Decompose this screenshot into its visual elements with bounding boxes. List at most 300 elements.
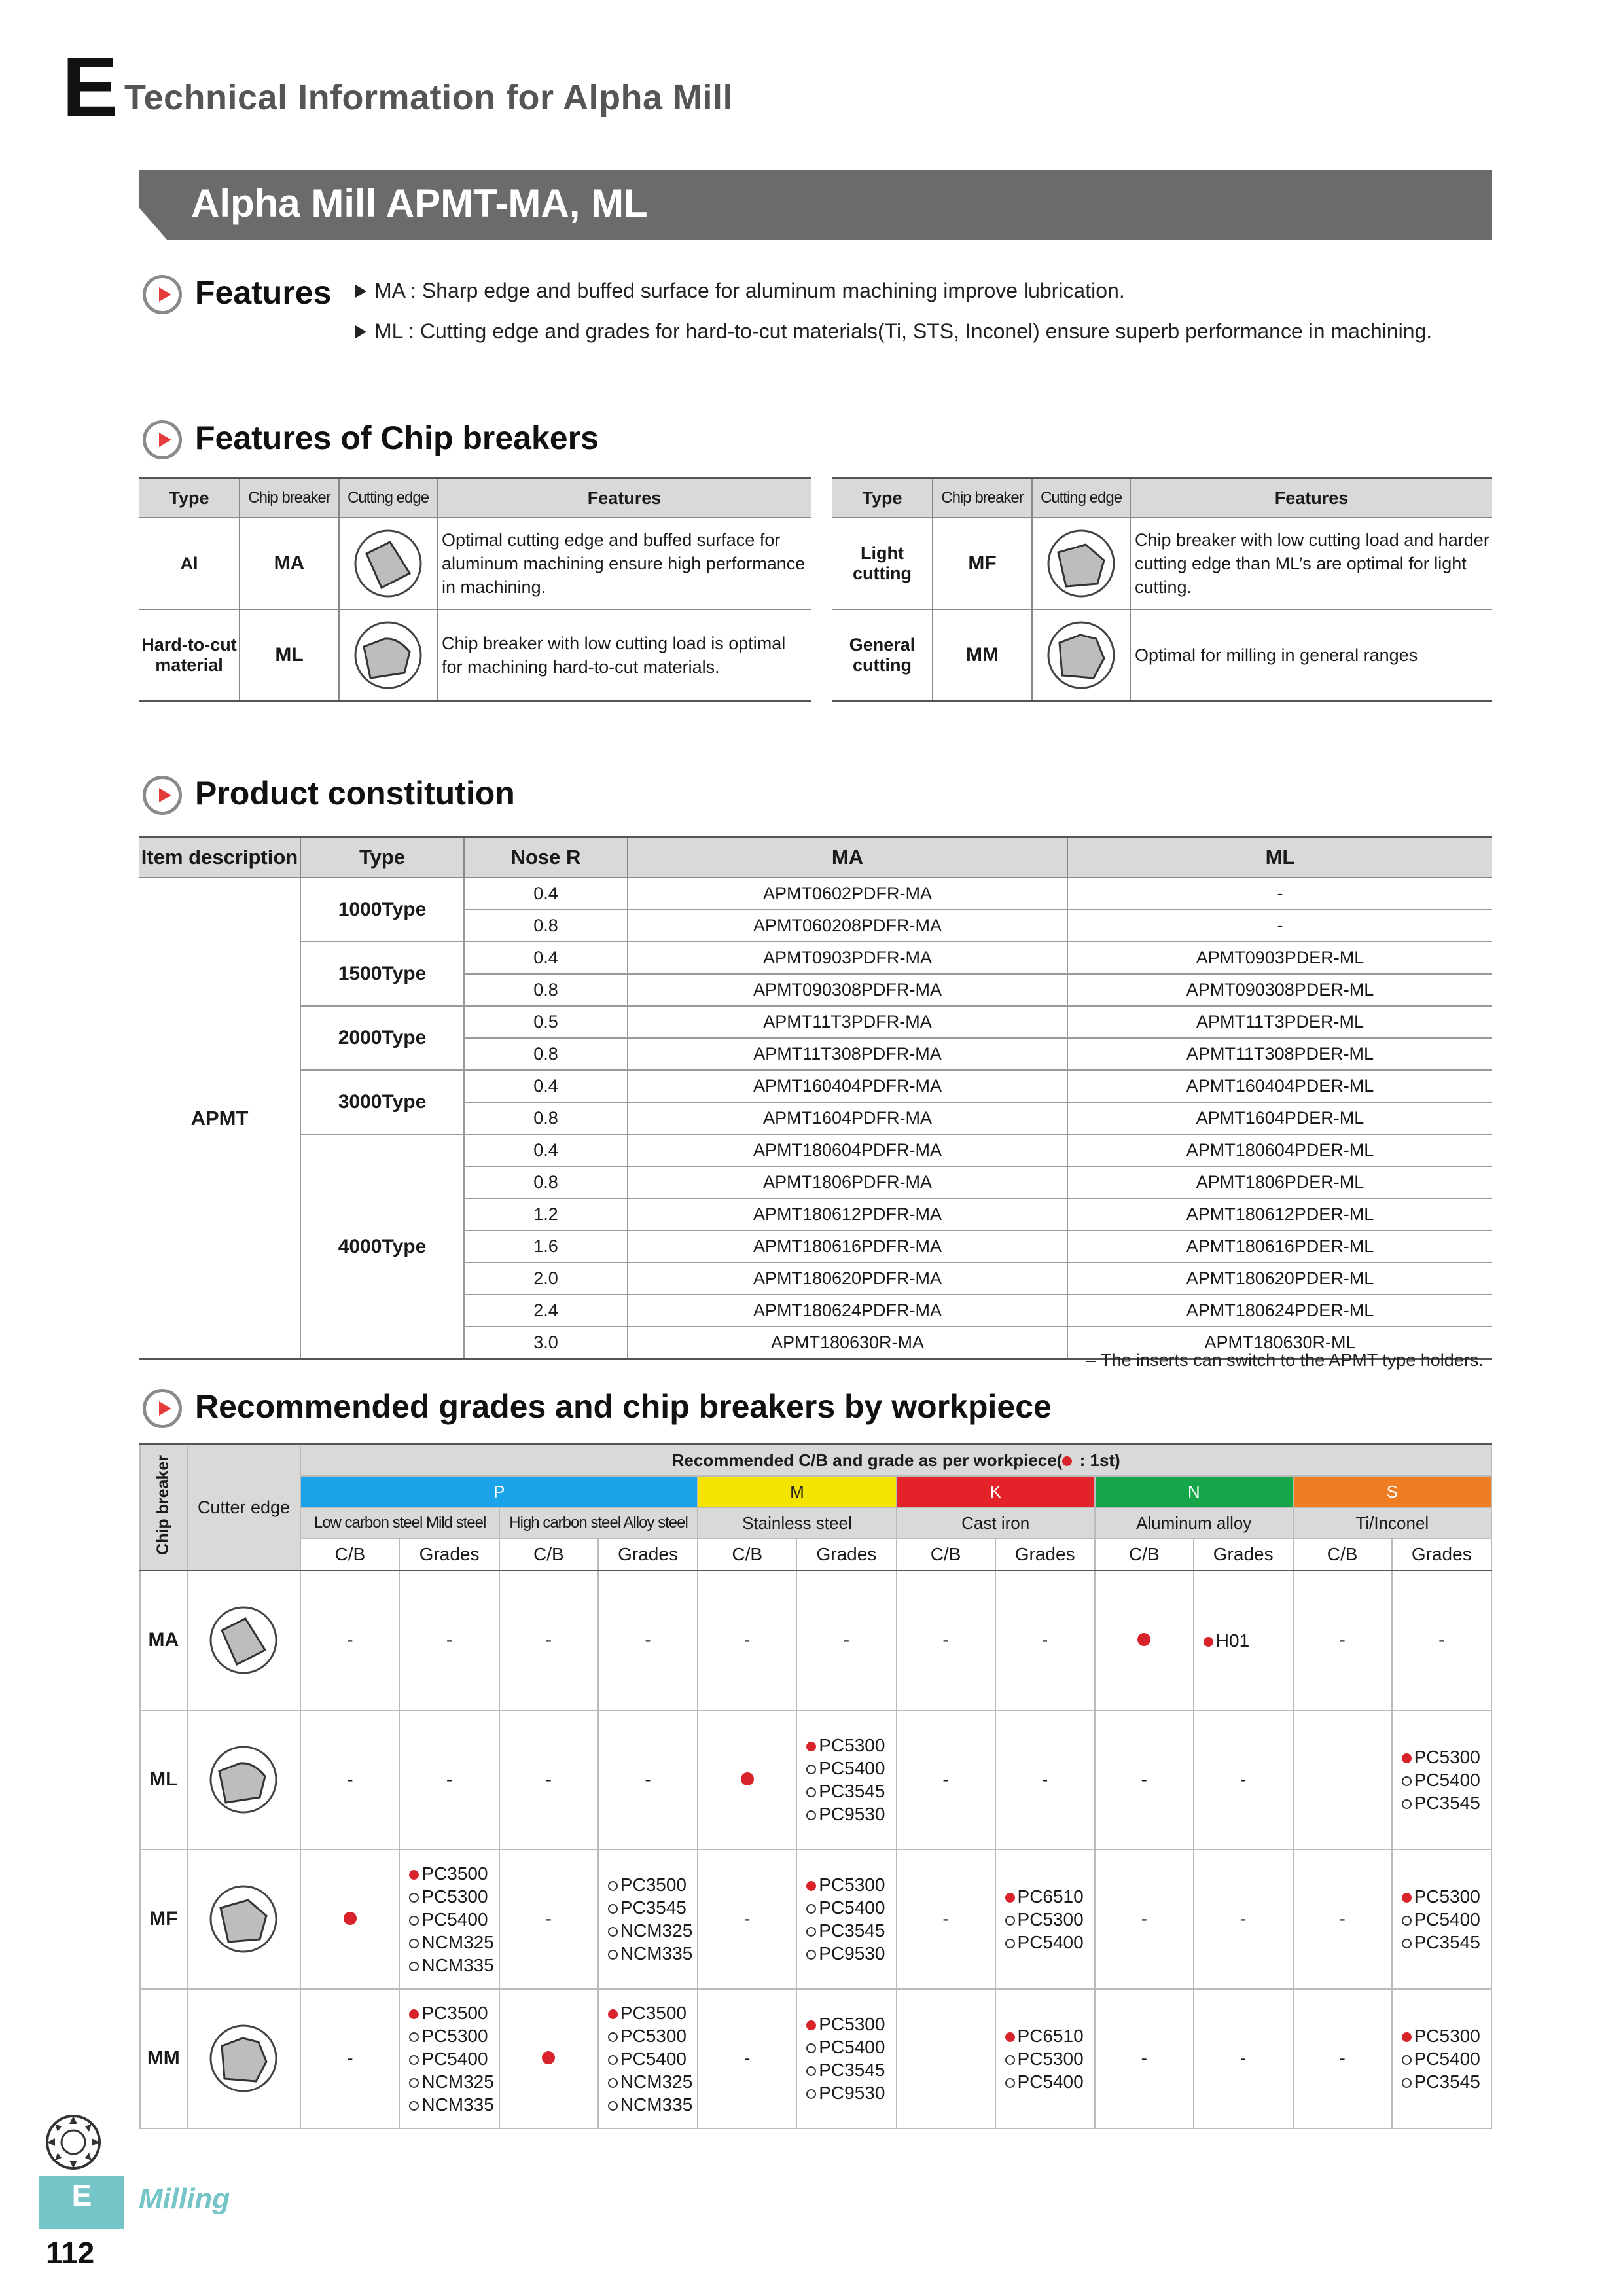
grade-name: PC5300: [819, 2014, 885, 2034]
alternative-circle-icon: [1402, 2055, 1412, 2065]
grade-item: [1005, 2070, 1094, 2093]
grade-name: PC3545: [819, 1781, 885, 1801]
grade-item: [608, 2093, 697, 2116]
ma-code: APMT090308PDFR-MA: [628, 974, 1067, 1006]
page-number: 112: [46, 2236, 95, 2270]
recommendation-cell: [598, 1989, 698, 2128]
cutter-edge-image: [187, 1571, 301, 1710]
recommendation-cell: -: [1194, 1850, 1293, 1989]
recommendation-cell: [1392, 1710, 1491, 1850]
grade-name: PC5300: [421, 1886, 488, 1907]
grade-name: PC5400: [1017, 2071, 1084, 2092]
table-row: [140, 1571, 1491, 1710]
iso-group-n: N: [1095, 1476, 1293, 1507]
cutter-edge-image: [187, 1989, 301, 2128]
material-label: [499, 1507, 698, 1539]
material-label: [300, 1507, 499, 1539]
banner-title: Alpha Mill APMT-MA, ML: [191, 181, 648, 225]
recommendation-cell: [300, 1850, 399, 1989]
grade-name: PC3545: [1414, 1792, 1480, 1813]
material-name: Ti/Inconel: [1355, 1513, 1429, 1533]
recommendation-cell: -: [1095, 1850, 1194, 1989]
col-header: Type: [300, 837, 464, 878]
recommendation-cell: [1293, 1710, 1392, 1850]
feature-cell: Optimal cutting edge and buffed surface for aluminum machining ensure high performance in machining.: [437, 518, 811, 609]
recommendation-cell: -: [499, 1571, 598, 1710]
alternative-circle-icon: [608, 2032, 618, 2042]
features-line: MA : Sharp edge and buffed surface for aluminum machining improve lubrication.: [355, 279, 1125, 303]
cb-grades-label-row: [140, 1539, 1491, 1571]
arrow-bullet-icon: [355, 325, 366, 338]
alternative-circle-icon: [1005, 1916, 1015, 1926]
recommendation-cell: [399, 1850, 499, 1989]
col-header: Item description: [139, 837, 300, 878]
grades-label: Grades: [796, 1539, 896, 1571]
ma-code: APMT0602PDFR-MA: [628, 878, 1067, 910]
cb-label: C/B: [300, 1539, 399, 1571]
nose-r: 3.0: [464, 1327, 628, 1359]
ma-code: APMT180616PDFR-MA: [628, 1230, 1067, 1263]
type-cell: Light cutting: [832, 518, 933, 609]
ma-code: APMT180624PDFR-MA: [628, 1295, 1067, 1327]
alternative-circle-icon: [409, 2055, 419, 2065]
nose-r: 0.8: [464, 910, 628, 942]
grade-item: [1005, 1908, 1094, 1931]
alternative-circle-icon: [608, 1927, 618, 1937]
iso-group-row: [140, 1476, 1491, 1507]
first-choice-dot-icon: [1402, 1753, 1412, 1763]
feature-cell: Chip breaker with low cutting load and harder cutting edge than ML’s are optimal for light cutting.: [1130, 518, 1492, 609]
grade-name: PC3500: [421, 2002, 488, 2023]
nose-r: 0.4: [464, 1070, 628, 1102]
product-table: [139, 836, 1492, 1360]
grade-item: [806, 2036, 895, 2058]
grade-name: NCM325: [620, 1920, 693, 1941]
grade-name: NCM335: [620, 1943, 693, 1964]
grade-name: PC9530: [819, 1943, 885, 1964]
recommendation-cell: [1392, 1850, 1491, 1989]
grade-item: [1402, 1768, 1491, 1791]
grade-item: [1402, 1885, 1491, 1908]
nose-r: 0.5: [464, 1006, 628, 1038]
first-choice-dot-icon: [409, 2009, 419, 2019]
features-line: ML : Cutting edge and grades for hard-to-cut materials(Ti, STS, Inconel) ensure superb performance in machining.: [355, 319, 1432, 344]
alternative-circle-icon: [409, 1962, 419, 1971]
chip-breaker-name: MA: [140, 1571, 187, 1710]
alternative-circle-icon: [1005, 2078, 1015, 2088]
alternative-circle-icon: [1402, 1916, 1412, 1926]
nose-r: 1.6: [464, 1230, 628, 1263]
type-cell: 2000Type: [300, 1006, 464, 1070]
play-icon: [143, 1389, 182, 1428]
grade-name: PC5300: [1414, 1746, 1480, 1767]
grade-item: [1204, 1629, 1293, 1652]
alternative-circle-icon: [1005, 2055, 1015, 2065]
first-choice-dot-icon: [806, 1881, 816, 1891]
chip-breaker-name: ML: [140, 1710, 187, 1850]
recommendation-cell: [796, 1989, 896, 2128]
grade-name: PC5400: [421, 1909, 488, 1929]
recommendation-cell: -: [995, 1710, 1095, 1850]
grade-item: [608, 2047, 697, 2070]
ml-code: APMT1604PDER-ML: [1067, 1102, 1492, 1134]
grade-item: [409, 1908, 498, 1931]
alternative-circle-icon: [608, 2078, 618, 2088]
grade-item: [1402, 2024, 1491, 2047]
grade-item: [1005, 2047, 1094, 2070]
ml-code: APMT180616PDER-ML: [1067, 1230, 1492, 1263]
ma-code: APMT180630R-MA: [628, 1327, 1067, 1359]
type-cell: Hard-to-cut material: [139, 609, 240, 701]
alternative-circle-icon: [409, 2101, 419, 2111]
insert-edge-image: [339, 609, 437, 701]
grade-item: [806, 1734, 895, 1757]
recommendation-cell: -: [399, 1571, 499, 1710]
material-name: Mild steel: [425, 1514, 486, 1532]
grade-name: PC3545: [620, 1897, 687, 1918]
alternative-circle-icon: [1402, 2078, 1412, 2088]
grade-name: PC3500: [620, 2002, 687, 2023]
col-header: MA: [628, 837, 1067, 878]
ma-code: APMT060208PDFR-MA: [628, 910, 1067, 942]
alternative-circle-icon: [806, 1787, 816, 1797]
iso-group-k: K: [897, 1476, 1095, 1507]
grade-item: [1005, 1931, 1094, 1954]
alternative-circle-icon: [409, 2032, 419, 2042]
cutter-edge-header: Cutter edge: [187, 1444, 301, 1571]
ml-code: APMT180624PDER-ML: [1067, 1295, 1492, 1327]
type-cell: 4000Type: [300, 1134, 464, 1359]
recommendation-cell: -: [499, 1710, 598, 1850]
type-cell: 1000Type: [300, 878, 464, 942]
recommendation-cell: -: [300, 1710, 399, 1850]
chip-breaker-table-right: [832, 477, 1492, 702]
grade-item: [409, 1885, 498, 1908]
ma-code: APMT11T3PDFR-MA: [628, 1006, 1067, 1038]
insert-edge-image: [1032, 518, 1130, 609]
grade-name: PC5400: [1414, 1909, 1480, 1929]
alternative-circle-icon: [608, 2101, 618, 2111]
grade-item: [806, 2058, 895, 2081]
grade-item: [1005, 2024, 1094, 2047]
recommendation-cell: [796, 1710, 896, 1850]
grade-item: [409, 2001, 498, 2024]
material-name: Aluminum alloy: [1136, 1513, 1252, 1533]
alternative-circle-icon: [608, 1881, 618, 1891]
grade-item: [806, 1896, 895, 1919]
recommendation-cell: -: [796, 1571, 896, 1710]
chip-breaker-cell: MF: [933, 518, 1032, 609]
alternative-circle-icon: [409, 1939, 419, 1948]
grade-name: PC5300: [1017, 2048, 1084, 2069]
first-choice-dot-icon: [1005, 1893, 1015, 1903]
type-cell: 3000Type: [300, 1070, 464, 1134]
first-choice-dot-icon: [1204, 1637, 1213, 1647]
milling-cutter-icon: [41, 2111, 106, 2173]
recommendation-cell: [698, 1710, 796, 1850]
col-header: Chip breaker: [240, 478, 339, 518]
chip-breaker-name: MM: [140, 1989, 187, 2128]
grade-item: [806, 1803, 895, 1825]
recommendation-cell: -: [1293, 1989, 1392, 2128]
grade-item: [1402, 2070, 1491, 2093]
chip-breaker-cell: ML: [240, 609, 339, 701]
recommendation-cell: [995, 1989, 1095, 2128]
grade-name: NCM325: [620, 2071, 693, 2092]
nose-r: 2.4: [464, 1295, 628, 1327]
grade-name: PC5400: [1017, 1931, 1084, 1952]
grade-item: [409, 2024, 498, 2047]
section-tab-letter: E: [71, 2178, 92, 2212]
alternative-circle-icon: [806, 2089, 816, 2099]
ml-code: -: [1067, 910, 1492, 942]
nose-r: 2.0: [464, 1263, 628, 1295]
first-choice-dot-icon: [1402, 2032, 1412, 2042]
grade-name: PC5400: [819, 2037, 885, 2057]
chip-breakers-heading: Features of Chip breakers: [195, 420, 599, 456]
ma-code: APMT180612PDFR-MA: [628, 1198, 1067, 1230]
recommendation-cell: -: [598, 1571, 698, 1710]
cb-label: C/B: [1293, 1539, 1392, 1571]
recommendation-cell: [796, 1850, 896, 1989]
nose-r: 1.2: [464, 1198, 628, 1230]
material-label: [1095, 1507, 1293, 1539]
recommendation-cell: -: [698, 1850, 796, 1989]
nose-r: 0.8: [464, 1166, 628, 1198]
grade-name: PC3545: [819, 2060, 885, 2080]
grade-name: PC5300: [1414, 2025, 1480, 2046]
ma-code: APMT1806PDFR-MA: [628, 1166, 1067, 1198]
feature-cell: Chip breaker with low cutting load is optimal for machining hard-to-cut materials.: [437, 609, 811, 701]
grade-item: [806, 2081, 895, 2104]
grade-name: PC5300: [1414, 1886, 1480, 1907]
chip-breaker-cell: MM: [933, 609, 1032, 701]
first-choice-dot-icon: [344, 1912, 357, 1925]
recommendation-cell: -: [1095, 1989, 1194, 2128]
grade-name: PC3500: [620, 1874, 687, 1895]
recommendation-cell: -: [897, 1571, 995, 1710]
chip-breaker-header: Chip breaker: [140, 1444, 187, 1571]
material-name: Alloy steel: [623, 1514, 688, 1532]
grade-item: [608, 1873, 697, 1896]
grade-name: H01: [1215, 1630, 1250, 1651]
grade-name: PC6510: [1017, 1886, 1084, 1907]
grade-item: [608, 2024, 697, 2047]
material-name: Low carbon steel: [313, 1514, 426, 1532]
material-row: [140, 1507, 1491, 1539]
ml-code: APMT160404PDER-ML: [1067, 1070, 1492, 1102]
grade-name: NCM325: [421, 2071, 494, 2092]
grade-name: PC3545: [819, 1920, 885, 1941]
ma-code: APMT1604PDFR-MA: [628, 1102, 1067, 1134]
col-header: Features: [437, 478, 811, 518]
grade-item: [409, 1862, 498, 1885]
alternative-circle-icon: [409, 1893, 419, 1903]
recommendation-cell: [399, 1989, 499, 2128]
grade-name: PC6510: [1017, 2025, 1084, 2046]
grade-name: PC5300: [819, 1735, 885, 1755]
grades-label: Grades: [598, 1539, 698, 1571]
recommended-heading: Recommended grades and chip breakers by workpiece: [195, 1388, 1052, 1425]
grade-name: PC5300: [421, 2025, 488, 2046]
ma-code: APMT0903PDFR-MA: [628, 942, 1067, 974]
iso-group-p: P: [300, 1476, 698, 1507]
grade-name: PC5300: [1017, 1909, 1084, 1929]
recommendation-cell: -: [1194, 1989, 1293, 2128]
nose-r: 0.8: [464, 1038, 628, 1070]
iso-group-m: M: [698, 1476, 896, 1507]
alternative-circle-icon: [1402, 1799, 1412, 1809]
alternative-circle-icon: [409, 2078, 419, 2088]
recommendation-cell: -: [598, 1710, 698, 1850]
first-choice-dot-icon: [1005, 2032, 1015, 2042]
col-header: Cutting edge: [1032, 478, 1130, 518]
grade-name: NCM335: [620, 2094, 693, 2115]
alternative-circle-icon: [1005, 1939, 1015, 1948]
chip-breaker-table-left: [139, 477, 811, 702]
ml-code: APMT180604PDER-ML: [1067, 1134, 1492, 1166]
grade-item: [806, 1942, 895, 1965]
grade-item: [1402, 1746, 1491, 1768]
recommendation-cell: -: [1194, 1710, 1293, 1850]
recommendation-cell: -: [300, 1571, 399, 1710]
alternative-circle-icon: [608, 1904, 618, 1914]
ml-code: APMT180620PDER-ML: [1067, 1263, 1492, 1295]
recommendation-cell: [1194, 1571, 1293, 1710]
ml-code: APMT180612PDER-ML: [1067, 1198, 1492, 1230]
insert-edge-image: [339, 518, 437, 609]
alternative-circle-icon: [806, 1904, 816, 1914]
chip-breaker-cell: MA: [240, 518, 339, 609]
grade-name: PC5400: [1414, 2048, 1480, 2069]
ma-code: APMT160404PDFR-MA: [628, 1070, 1067, 1102]
grades-label: Grades: [1392, 1539, 1491, 1571]
recommendation-cell: -: [1293, 1850, 1392, 1989]
grade-name: NCM335: [421, 2094, 494, 2115]
arrow-bullet-icon: [355, 285, 366, 298]
ml-code: APMT11T3PDER-ML: [1067, 1006, 1492, 1038]
ma-code: APMT180620PDFR-MA: [628, 1263, 1067, 1295]
ml-code: APMT090308PDER-ML: [1067, 974, 1492, 1006]
insert-edge-image: [1032, 609, 1130, 701]
chip-breaker-name: MF: [140, 1850, 187, 1989]
grade-name: PC5300: [620, 2025, 687, 2046]
cb-label: C/B: [499, 1539, 598, 1571]
recommendation-cell: -: [698, 1571, 796, 1710]
grade-item: [608, 1919, 697, 1942]
cb-label: C/B: [1095, 1539, 1194, 1571]
grade-name: PC5400: [819, 1897, 885, 1918]
features-heading: Features: [195, 274, 332, 311]
type-cell: General cutting: [832, 609, 933, 701]
nose-r: 0.4: [464, 1134, 628, 1166]
recommendation-cell: [499, 1989, 598, 2128]
grade-item: [409, 1931, 498, 1954]
ma-code: APMT180604PDFR-MA: [628, 1134, 1067, 1166]
grade-item: [608, 2070, 697, 2093]
grade-item: [409, 2047, 498, 2070]
col-header: Type: [139, 478, 240, 518]
recommendation-cell: [1095, 1571, 1194, 1710]
grade-item: [409, 2070, 498, 2093]
ml-code: APMT0903PDER-ML: [1067, 942, 1492, 974]
first-choice-dot-icon: [608, 2009, 618, 2019]
grade-name: PC3545: [1414, 1931, 1480, 1952]
alternative-circle-icon: [806, 1927, 816, 1937]
alternative-circle-icon: [608, 1950, 618, 1960]
ml-code: -: [1067, 878, 1492, 910]
section-name: Milling: [139, 2183, 230, 2215]
recommendation-cell: -: [300, 1989, 399, 2128]
nose-r: 0.4: [464, 878, 628, 910]
alternative-circle-icon: [806, 1810, 816, 1820]
table-row: [140, 1989, 1491, 2128]
cb-label: C/B: [698, 1539, 796, 1571]
grades-label: Grades: [995, 1539, 1095, 1571]
section-letter: E: [62, 41, 118, 134]
recommendation-cell: [897, 1989, 995, 2128]
grade-name: PC3545: [1414, 2071, 1480, 2092]
recommendation-cell: -: [1293, 1571, 1392, 1710]
section-title: Technical Information for Alpha Mill: [124, 78, 734, 117]
nose-r: 0.4: [464, 942, 628, 974]
grade-name: PC9530: [819, 1804, 885, 1824]
col-header: ML: [1067, 837, 1492, 878]
grade-item: [608, 2001, 697, 2024]
grade-name: PC9530: [819, 2083, 885, 2103]
recommendation-cell: -: [897, 1710, 995, 1850]
material-name: Cast iron: [961, 1513, 1030, 1533]
grade-item: [806, 1780, 895, 1803]
ml-code: APMT1806PDER-ML: [1067, 1166, 1492, 1198]
type-cell: 1500Type: [300, 942, 464, 1006]
grade-name: NCM325: [421, 1931, 494, 1952]
first-choice-dot-icon: [542, 2051, 555, 2064]
holder-note: – The inserts can switch to the APMT type holders.: [1086, 1350, 1484, 1370]
grade-item: [806, 2013, 895, 2036]
recommendation-cell: [598, 1850, 698, 1989]
material-name: Stainless steel: [742, 1513, 852, 1533]
material-label: [698, 1507, 896, 1539]
first-choice-dot-icon: [1062, 1456, 1072, 1466]
cb-label: C/B: [897, 1539, 995, 1571]
col-header: Type: [832, 478, 933, 518]
col-header: Chip breaker: [933, 478, 1032, 518]
material-label: [1293, 1507, 1491, 1539]
table-row: [140, 1710, 1491, 1850]
grade-name: PC5400: [819, 1758, 885, 1778]
grade-item: [1402, 1791, 1491, 1814]
grade-name: PC5300: [819, 1874, 885, 1895]
ml-code: APMT180630R-ML: [1067, 1327, 1492, 1359]
cutter-edge-image: [187, 1710, 301, 1850]
col-header: Cutting edge: [339, 478, 437, 518]
first-choice-dot-icon: [1402, 1893, 1412, 1903]
grade-name: PC5400: [620, 2048, 687, 2069]
play-icon: [143, 776, 182, 815]
col-header: Nose R: [464, 837, 628, 878]
alternative-circle-icon: [409, 1916, 419, 1926]
col-header: Features: [1130, 478, 1492, 518]
alternative-circle-icon: [806, 1950, 816, 1960]
grade-item: [608, 1896, 697, 1919]
feature-cell: Optimal for milling in general ranges: [1130, 609, 1492, 701]
grade-item: [806, 1873, 895, 1896]
first-choice-dot-icon: [806, 2020, 816, 2030]
grades-label: Grades: [399, 1539, 499, 1571]
recommendation-cell: -: [499, 1850, 598, 1989]
grade-item: [1402, 1908, 1491, 1931]
